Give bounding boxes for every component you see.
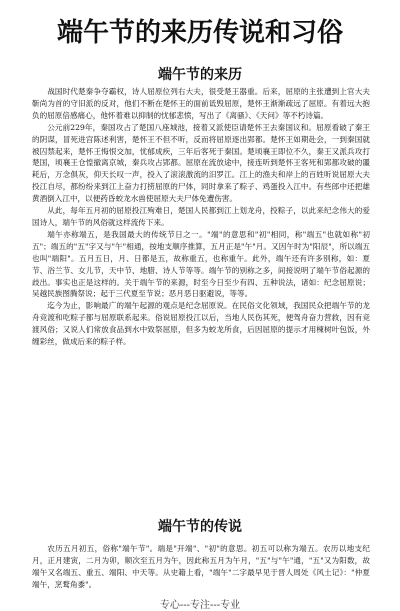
section-body-origin <box>32 86 370 348</box>
document-title: 端午节的来历传说和习俗 <box>56 18 343 48</box>
paragraph: 端午亦称端五，是我国最大的传统节日之一。"端"的意思和"初"相同，称"端五"也就如称"初五"；端五的"五"字又与"午"相通，按地支顺序推算，五月正是"午"月。又因午时为"阳辰"，所以端五也叫"端阳"。五月五日，月、日都是五，故称重五，也称重午。此外，端午还有许多别称，如：夏节、浴兰节、女儿节，天中节、地腊、诗人节等等。端午节的别称之多，间接说明了端午节俗起源的歧出。事实也正是这样的。关于端午节的来源，时至今日至少有四、五种说法，诸如：纪念屈原说；吴越民族图腾祭说；起于三代夏至节说；恶月恶日驱避说，等等。 <box>32 229 370 299</box>
paragraph: 迄今为止，影响最广的端午起源的观点是纪念屈原说。在民俗文化领域，我国民众把端午节的龙舟竞渡和吃粽子都与屈原联系起来。俗说屈原投江以后，当地人民伤其死，便驾舟奋力营救，因有竞渡风俗；又说人们常放食品到水中致祭屈原，但多为蛟龙所食，后因屈原的提示才用楝树叶包饭，外缠彩丝，做成后来的粽子样。 <box>32 301 370 347</box>
paragraph: 农历五月初五，俗称"端午节"。端是"开端"、"初"的意思。初五可以称为端五。农历以地支纪月，正月建寅，二月为卯，顺次至五月为午，因此称五月为午月，"五"与"午"通，"五"又为阳数，故端午又名端五、重五、端阳、中天等。从史籍上看，"端午"二字最早见于晋人周处《风土记》："仲夏端午，烹鹜角黍"。 <box>32 544 370 589</box>
section-body-legend <box>32 543 370 591</box>
section-heading-origin: 端午节的来历 <box>158 67 242 83</box>
page-footer: 专心---专注---专业 <box>159 600 241 611</box>
paragraph: 公元前229年，秦国攻占了楚国八座城池，接着又派使臣请楚怀王去秦国议和。屈原看破了秦王的阴谋，冒死进宫陈述利害，楚怀王不但不听，反而将屈原逐出郢都。楚怀王如期赴会，一到秦国就被囚禁起来，楚怀王悔恨交加，忧郁成疾，三年后客死于秦国。楚顷襄王即位不久，秦王又派兵攻打楚国，顷襄王仓惶撤离京城，秦兵攻占郢都。屈原在流放途中，接连听到楚怀王客死和郢都攻破的噩耗后，万念俱灰，仰天长叹一声，投入了滚滚激流的汨罗江。江上的渔夫和岸上的百姓听说屈原大夫投江自尽，都纷纷来到江上奋力打捞屈原的尸体，同时拿来了粽子、鸡蛋投入江中。有些郎中还把雄黄酒倒入江中，以便药昏蛟龙水兽使屈原大夫尸体免遭伤害。 <box>32 122 370 204</box>
section-heading-legend: 端午节的传说 <box>158 519 242 535</box>
paragraph: 从此，每年五月初的屈原投江殉难日，楚国人民都到江上划龙舟，投粽子，以此来纪念伟大的爱国诗人，端午节的风俗就这样流传下来。 <box>32 206 370 227</box>
paragraph: 战国时代楚秦争夺霸权，诗人屈原位列右大夫，很受楚王器重。后来，屈原的主张遭到上官大夫靳尚为首的守旧派的反对，他们不断在楚怀王的面前诋毁屈原，楚怀王渐渐疏远了屈原。有着远大抱负的屈原倍感痛心，他怀着难以抑制的忧郁悲愤，写出了《离骚》、《天问》等不朽诗篇。 <box>32 87 370 120</box>
